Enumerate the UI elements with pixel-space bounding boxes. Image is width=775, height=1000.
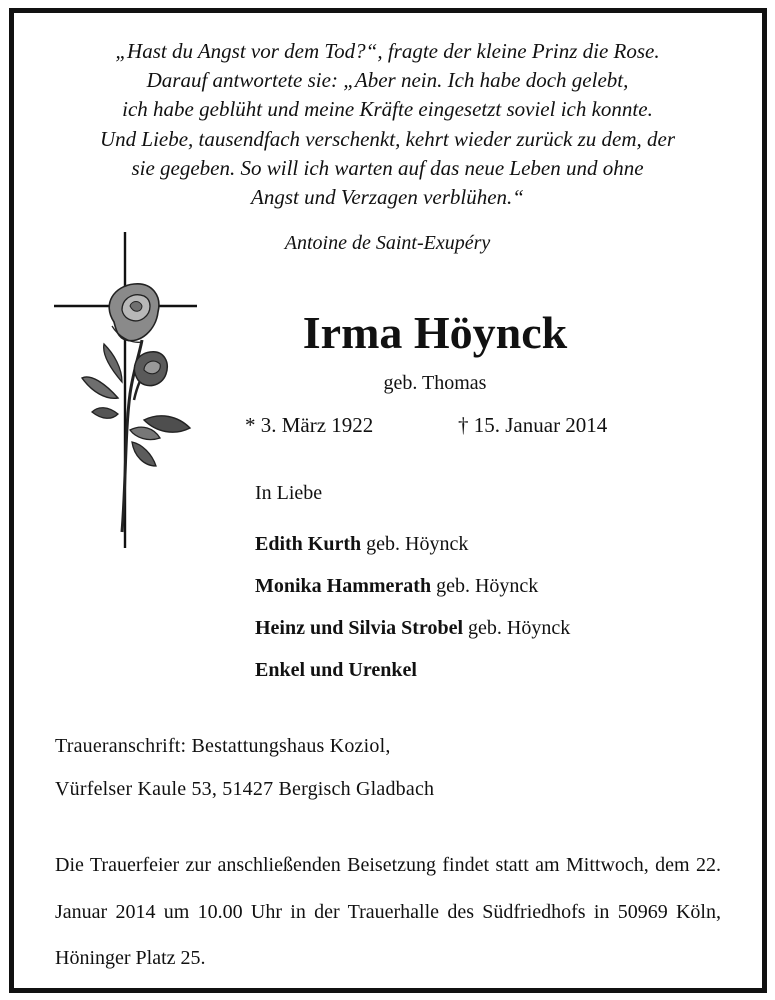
service-announcement: Die Trauerfeier zur anschließenden Beisetzung findet statt am Mittwoch, dem 22. Januar 2014 um 10.00 Uhr in der Trauerhalle des Südfriedhofs in 50969 Köln, Höninger Platz 25. bbox=[55, 854, 721, 969]
mourner-suffix: geb. Höynck bbox=[361, 533, 469, 555]
mourner-name: Monika Hammerath bbox=[255, 575, 432, 597]
mourner-entry bbox=[255, 656, 570, 698]
death-date: † 15. Januar 2014 bbox=[458, 413, 608, 437]
address-line-1: Traueranschrift: Bestattungshaus Koziol, bbox=[55, 735, 391, 757]
maiden-name: geb. Thomas bbox=[383, 372, 487, 394]
quote-line: Und Liebe, tausendfach verschenkt, kehrt wieder zurück zu dem, der bbox=[99, 126, 676, 151]
mourner-name: Edith Kurth bbox=[255, 533, 362, 555]
quote-line: sie gegeben. So will ich warten auf das neue Leben und ohne bbox=[131, 155, 644, 180]
quote-line: ich habe geblüht und meine Kräfte eingesetzt soviel ich konnte. bbox=[122, 97, 653, 122]
birth-date: * 3. März 1922 bbox=[245, 413, 374, 437]
quote-author: Antoine de Saint-Exupéry bbox=[284, 232, 491, 254]
cross-bars bbox=[54, 232, 197, 548]
mourner-name: Heinz und Silvia Strobel bbox=[255, 617, 464, 639]
quote-line: „Hast du Angst vor dem Tod?“, fragte der kleine Prinz die Rose. bbox=[115, 39, 660, 63]
mourner-entry bbox=[255, 572, 570, 614]
mourner-entry bbox=[255, 614, 570, 656]
quote bbox=[0, 37, 775, 212]
mourner-entry bbox=[255, 530, 570, 572]
quote-line: Darauf antwortete sie: „Aber nein. Ich habe doch gelebt, bbox=[146, 68, 629, 93]
cross-icon bbox=[52, 232, 202, 552]
mourners-list bbox=[255, 530, 570, 698]
rose-icon bbox=[82, 284, 190, 532]
mourner-suffix: geb. Höynck bbox=[463, 617, 571, 639]
mourner-name: Enkel und Urenkel bbox=[255, 659, 417, 681]
mourners-intro: In Liebe bbox=[255, 482, 323, 504]
quote-line: Angst und Verzagen verblühen.“ bbox=[251, 185, 524, 210]
mourner-suffix: geb. Höynck bbox=[431, 575, 539, 597]
deceased-name: Irma Höynck bbox=[302, 307, 568, 358]
address-line-2: Vürfelser Kaule 53, 51427 Bergisch Gladbach bbox=[55, 778, 435, 800]
